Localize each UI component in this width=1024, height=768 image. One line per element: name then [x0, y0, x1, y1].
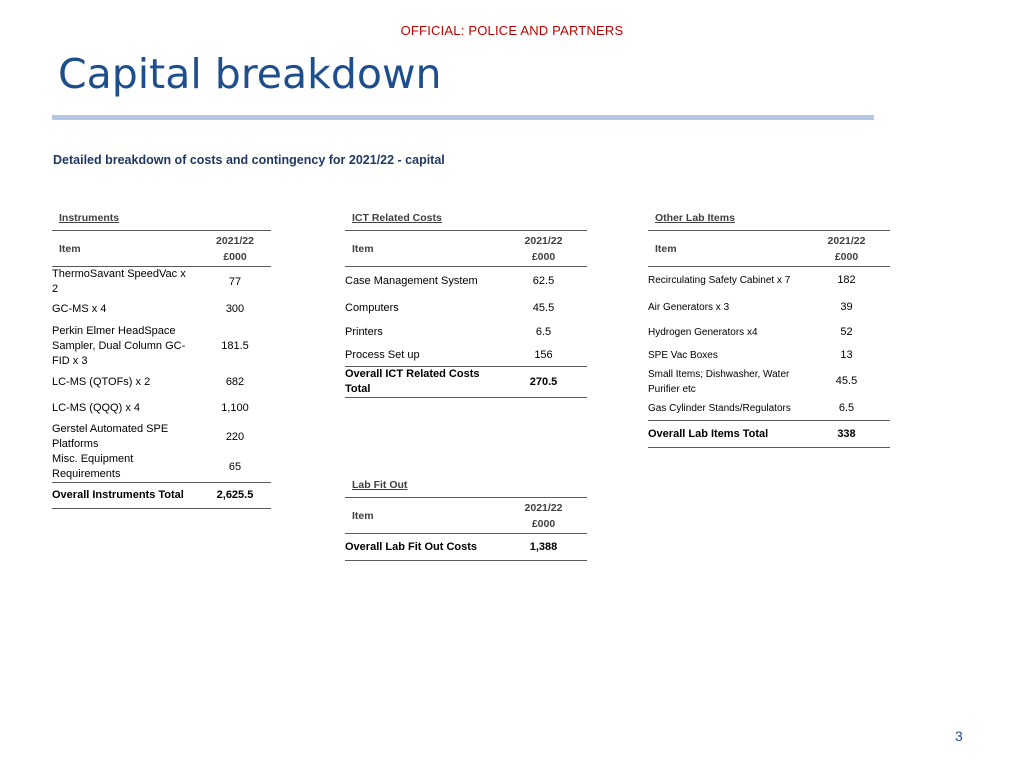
total-row	[345, 534, 587, 561]
row-item: SPE Vac Boxes	[648, 350, 718, 361]
row-item: Air Generators x 3	[648, 302, 730, 313]
row-item: Small Items; Dishwasher, Water Purifier etc	[648, 368, 790, 395]
instruments-col-value-year: 2021/22	[216, 234, 254, 247]
row-value: 182	[837, 274, 856, 287]
instruments-table	[52, 206, 271, 509]
row-item: Perkin Elmer HeadSpace Sampler, Dual Column GC-FID x 3	[52, 324, 186, 367]
row-value: 300	[225, 303, 245, 315]
lab-fit-out-col-item: Item	[345, 498, 500, 534]
row-item: LC-MS (QTOFs) x 2	[52, 375, 151, 388]
other-lab-col-value-year: 2021/22	[827, 234, 866, 247]
row-value: 682	[225, 375, 245, 388]
table-row	[648, 367, 890, 397]
table-row	[52, 422, 271, 452]
row-value: 52	[840, 326, 853, 338]
row-value: 13	[840, 349, 853, 361]
row-item: ThermoSavant SpeedVac x 2	[52, 268, 186, 295]
instruments-col-value-unit: £000	[223, 250, 247, 263]
row-item: Case Management System	[345, 274, 478, 287]
table-row	[648, 295, 890, 321]
row-item: Gerstel Automated SPE Platforms	[52, 423, 169, 450]
ict-costs-table	[345, 206, 587, 398]
lab-fit-out-col-value-unit: £000	[531, 517, 556, 530]
total-value: 270.5	[500, 367, 587, 398]
other-lab-col-value	[803, 231, 890, 267]
ict-costs-heading: ICT Related Costs	[352, 212, 442, 224]
page-subtitle: Detailed breakdown of costs and contingency for 2021/22 - capital	[53, 153, 445, 167]
table-row	[345, 321, 587, 345]
ict-col-item: Item	[345, 231, 500, 267]
row-value: 6.5	[838, 401, 855, 414]
table-row	[648, 321, 890, 345]
row-value: 1,100	[221, 401, 249, 414]
row-item: Printers	[345, 326, 383, 338]
instruments-col-item: Item	[52, 231, 199, 267]
total-label: Overall ICT Related Costs Total	[345, 367, 500, 398]
total-row	[648, 421, 890, 448]
row-value: 45.5	[532, 301, 555, 314]
row-value: 62.5	[532, 274, 555, 287]
page-number: 3	[955, 728, 963, 744]
instruments-heading: Instruments	[59, 212, 120, 224]
total-label: Overall Lab Items Total	[648, 421, 803, 448]
total-row	[52, 483, 271, 509]
title-divider	[52, 115, 874, 120]
ict-col-value-unit: £000	[531, 250, 556, 263]
row-item: Computers	[345, 301, 399, 314]
row-item: Misc. Equipment Requirements	[52, 453, 134, 480]
row-value: 45.5	[835, 375, 858, 387]
lab-fit-out-heading: Lab Fit Out	[352, 479, 408, 491]
ict-col-value-year: 2021/22	[524, 234, 563, 247]
lab-fit-out-table	[345, 473, 587, 561]
table-row	[345, 345, 587, 367]
classification-label: OFFICIAL: POLICE AND PARTNERS	[400, 23, 624, 38]
table-row	[648, 397, 890, 421]
table-row	[52, 452, 271, 483]
row-item: GC-MS x 4	[52, 303, 107, 315]
lab-fit-out-col-value	[500, 498, 587, 534]
table-row	[345, 296, 587, 321]
ict-col-value	[500, 231, 587, 267]
total-label: Overall Instruments Total	[52, 483, 199, 509]
instruments-col-value	[199, 231, 271, 267]
row-item: LC-MS (QQQ) x 4	[52, 401, 141, 414]
table-row	[52, 322, 271, 370]
row-value: 181.5	[221, 339, 249, 352]
table-row	[52, 370, 271, 394]
lab-fit-out-col-value-year: 2021/22	[524, 501, 563, 514]
row-item: Recirculating Safety Cabinet x 7	[648, 275, 791, 287]
row-value: 39	[840, 301, 853, 313]
other-lab-col-item: Item	[648, 231, 803, 267]
row-item: Gas Cylinder Stands/Regulators	[648, 402, 791, 414]
table-row	[52, 297, 271, 322]
row-value: 220	[225, 430, 245, 443]
table-row	[52, 267, 271, 298]
row-value: 77	[228, 275, 242, 288]
total-row	[345, 367, 587, 398]
row-value: 65	[228, 460, 242, 473]
table-row	[648, 267, 890, 295]
total-label: Overall Lab Fit Out Costs	[345, 534, 500, 561]
other-lab-items-table	[648, 206, 890, 448]
other-lab-items-heading: Other Lab Items	[655, 212, 735, 224]
row-item: Process Set up	[345, 348, 420, 361]
row-value: 6.5	[535, 326, 552, 338]
row-value: 156	[534, 348, 553, 361]
total-value: 338	[803, 421, 890, 448]
table-row	[648, 345, 890, 367]
table-row	[52, 394, 271, 422]
total-value: 1,388	[500, 534, 587, 561]
table-row	[345, 267, 587, 296]
other-lab-col-value-unit: £000	[834, 250, 859, 263]
row-item: Hydrogen Generators x4	[648, 327, 758, 338]
total-value: 2,625.5	[199, 483, 271, 509]
page-title: Capital breakdown	[58, 50, 442, 98]
